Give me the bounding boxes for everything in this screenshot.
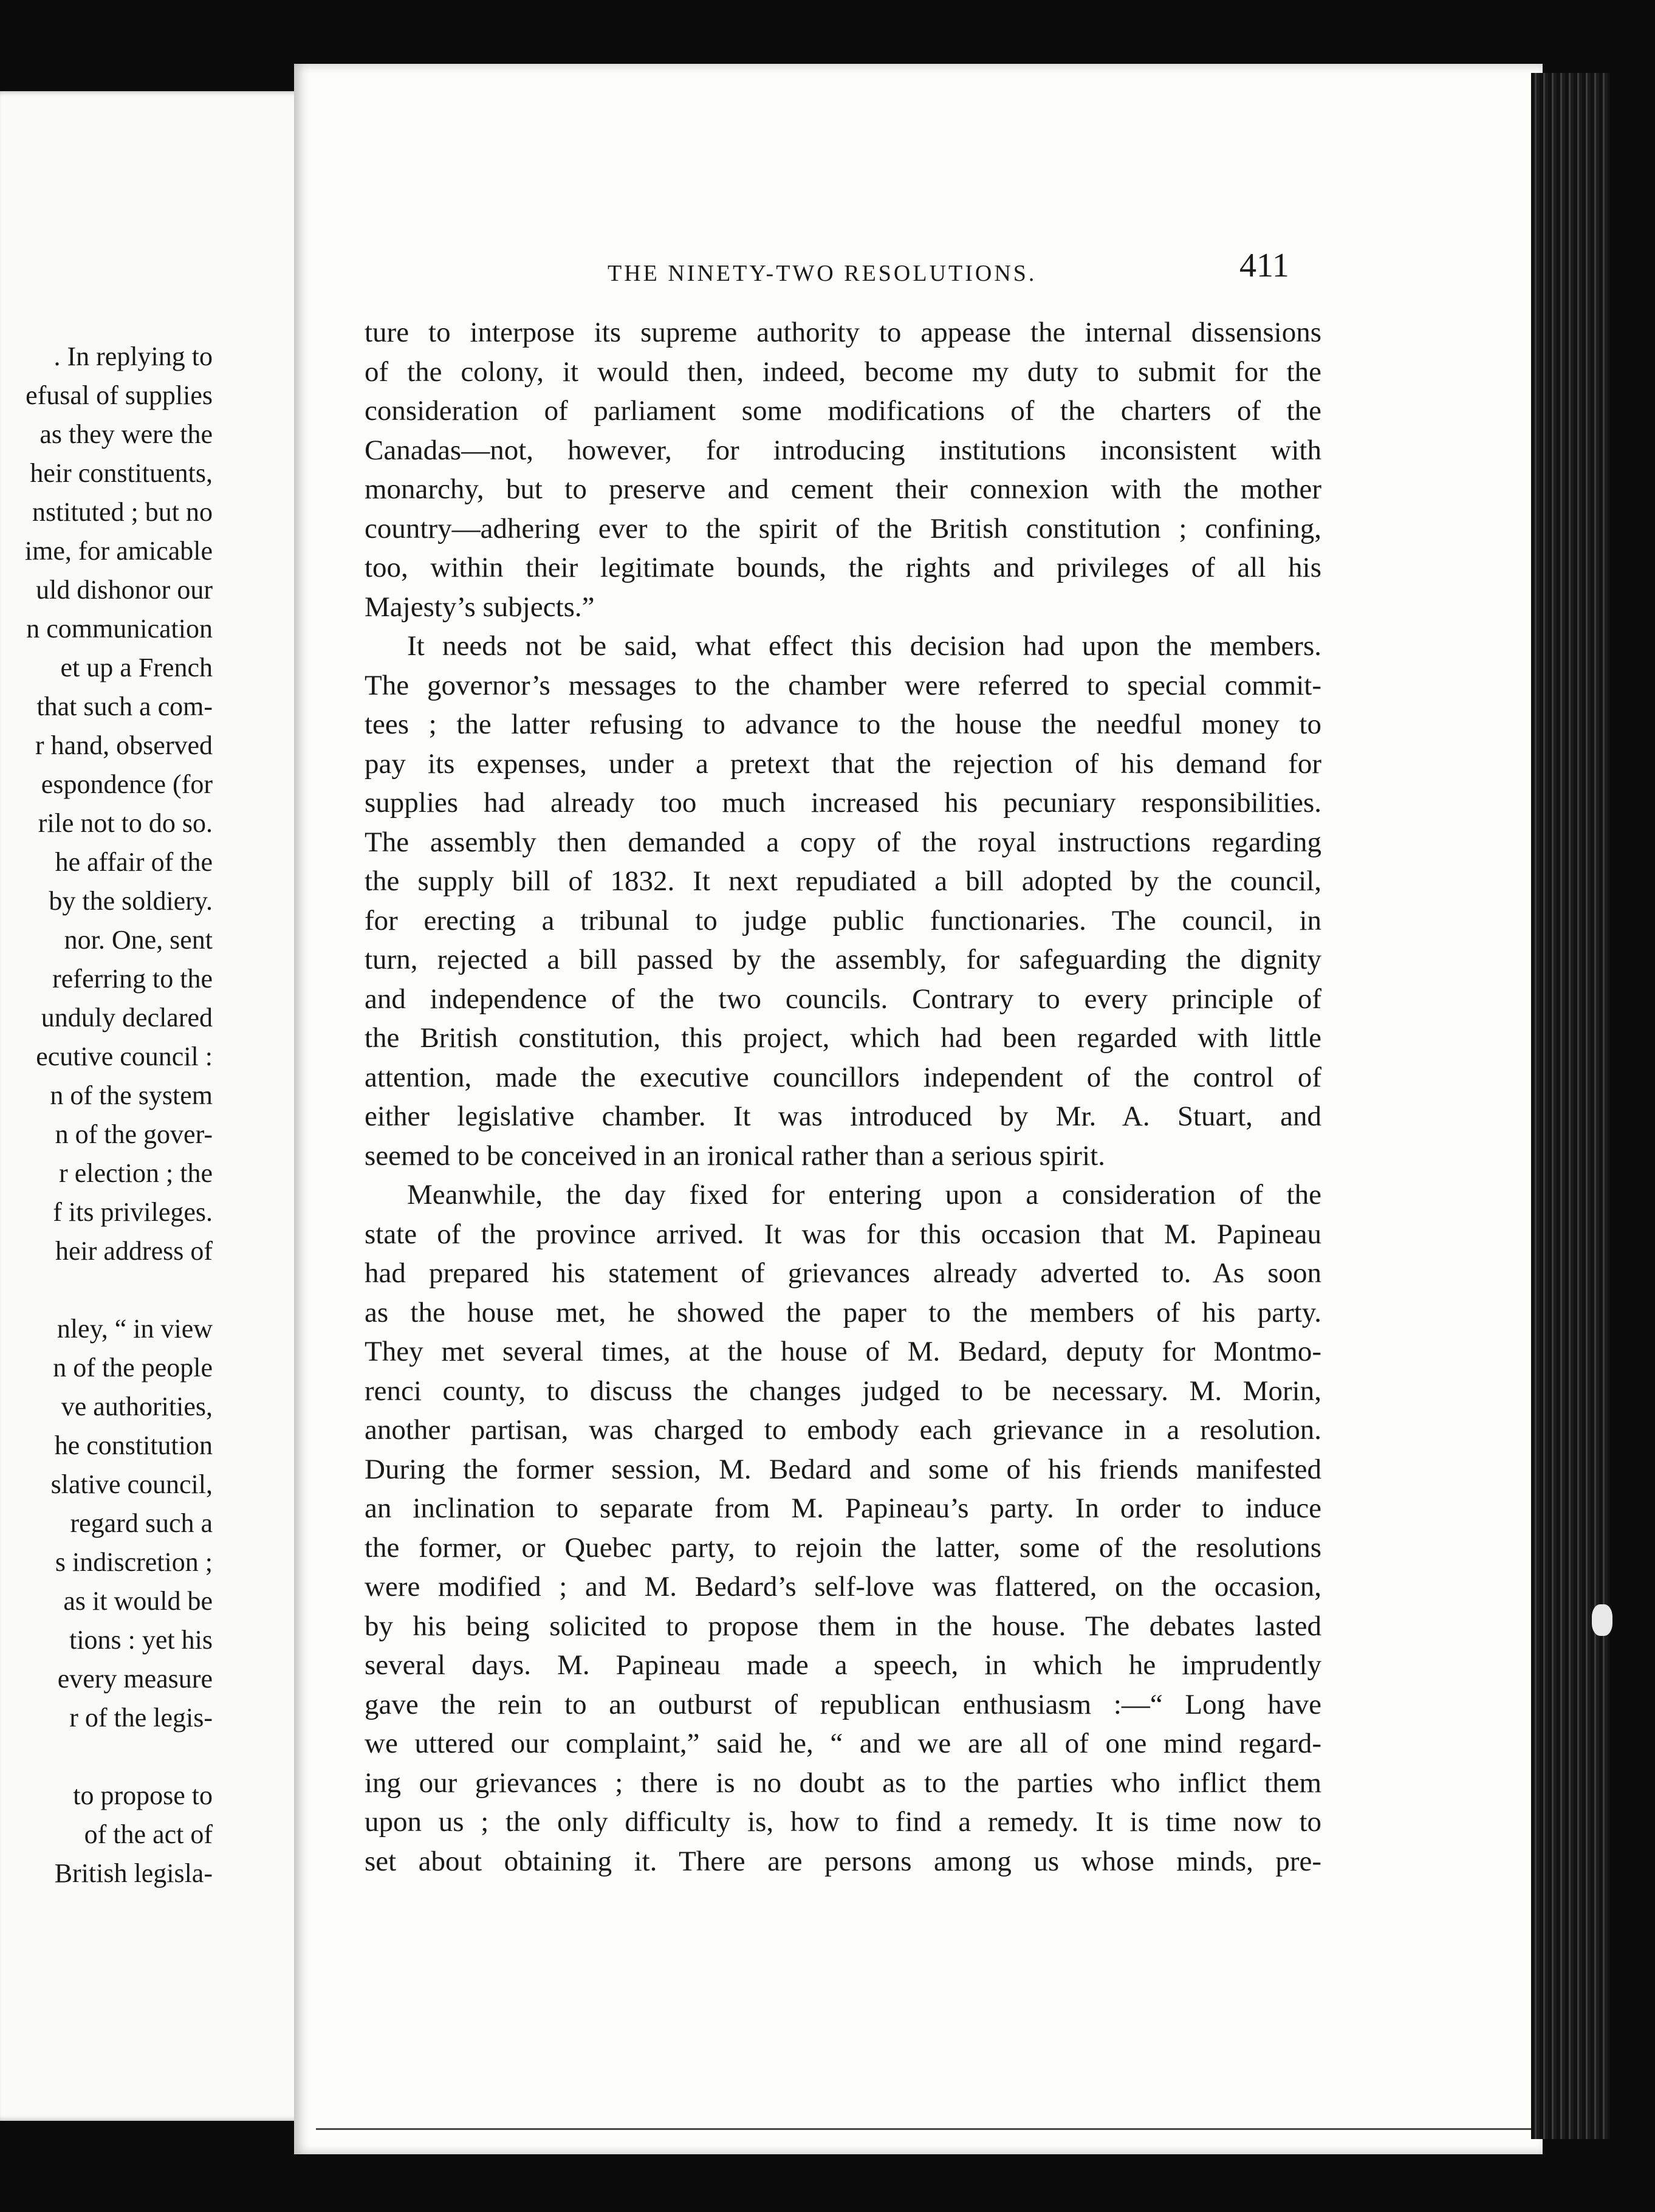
body-text (365, 313, 1321, 1881)
text-line: upon us ; the only difficulty is, how to find a remedy. It is time now to (365, 1806, 1321, 1838)
text-line: seemed to be conceived in an ironical rather than a serious spirit. (365, 1139, 1105, 1172)
left-page-line: he constitution (54, 1431, 213, 1460)
left-page-line: slative council, (50, 1469, 213, 1499)
page-edges (1531, 73, 1610, 2139)
left-page-line: by the soldiery. (49, 886, 213, 916)
left-page-line: n of the people (53, 1353, 213, 1382)
text-line: had prepared his statement of grievances already adverted to. As soon (365, 1257, 1321, 1289)
left-page-line: ecutive council : (36, 1042, 213, 1071)
text-line: ing our grievances ; there is no doubt as to the parties who inflict them (365, 1767, 1321, 1799)
text-line: the British constitution, this project, which had been regarded with little (365, 1022, 1321, 1054)
left-page-line: uld dishonor our (36, 575, 213, 605)
text-line: either legislative chamber. It was introduced by Mr. A. Stuart, and (365, 1101, 1321, 1132)
left-page-line: rile not to do so. (38, 808, 213, 838)
left-page-text (25, 337, 213, 1893)
left-page-line: . In replying to (53, 342, 213, 371)
left-page-line: heir address of (55, 1236, 213, 1266)
left-page-line: s indiscretion ; (55, 1547, 213, 1577)
left-page-line: n of the gover- (55, 1119, 213, 1149)
left-page-line: r of the legis- (69, 1703, 213, 1733)
paragraph-gap (25, 1737, 213, 1776)
left-page-line: n of the system (50, 1080, 213, 1110)
text-line: The governor’s messages to the chamber were referred to special commit- (365, 669, 1321, 701)
left-page-line: unduly declared (41, 1003, 213, 1032)
text-line: attention, made the executive councillors independent of the control of (365, 1061, 1321, 1093)
text-line: were modified ; and M. Bedard’s self-love was flattered, on the occasion, (365, 1571, 1321, 1602)
text-line: state of the province arrived. It was for this occasion that M. Papineau (365, 1218, 1321, 1250)
text-line: country—adhering ever to the spirit of the British constitution ; confining, (365, 512, 1321, 544)
text-line: The assembly then demanded a copy of the royal instructions regarding (365, 826, 1321, 858)
text-line: During the former session, M. Bedard and some of his friends manifested (365, 1453, 1321, 1485)
binding-mark (1592, 1604, 1612, 1636)
left-page-line: every measure (57, 1664, 213, 1694)
left-page-line: as they were the (39, 419, 213, 449)
text-line: the former, or Quebec party, to rejoin the latter, some of the resolutions (365, 1531, 1321, 1564)
left-page-line: et up a French (60, 653, 213, 682)
left-page-line: to propose to (73, 1781, 213, 1810)
text-line: tees ; the latter refusing to advance to the house the needful money to (365, 709, 1321, 740)
text-line: of the colony, it would then, indeed, become my duty to submit for the (365, 355, 1321, 388)
text-line: supplies had already too much increased his pecuniary responsibilities. (365, 787, 1321, 819)
text-line: They met several times, at the house of M. Bedard, deputy for Montmo- (365, 1336, 1321, 1367)
left-page-line: f its privileges. (53, 1197, 213, 1227)
text-line: by his being solicited to propose them in the house. The debates lasted (365, 1610, 1321, 1642)
text-line: ture to interpose its supreme authority to appease the internal dissensions (365, 317, 1321, 348)
text-line: the supply bill of 1832. It next repudiated a bill adopted by the council, (365, 865, 1321, 897)
text-line: as the house met, he showed the paper to the members of his party. (365, 1296, 1321, 1328)
left-page-line: nstituted ; but no (32, 497, 213, 527)
left-page-line: he affair of the (55, 847, 213, 877)
left-page-line: espondence (for (41, 769, 213, 799)
text-line: we uttered our complaint,” said he, “ and we are all of one mind regard- (365, 1728, 1321, 1759)
text-line: and independence of the two councils. Contrary to every principle of (365, 983, 1321, 1015)
left-page-line: n communication (26, 614, 213, 644)
left-page-line: nley, “ in view (57, 1314, 213, 1344)
left-page-line: r election ; the (59, 1158, 213, 1188)
text-line: gave the rein to an outburst of republican enthusiasm :—“ Long have (365, 1688, 1321, 1720)
left-page-line: heir constituents, (30, 458, 213, 488)
left-page-line: of the act of (84, 1819, 213, 1849)
text-line: too, within their legitimate bounds, the rights and privileges of all his (365, 552, 1321, 583)
left-page-line: British legisla- (54, 1858, 213, 1888)
left-page-line: regard such a (70, 1508, 213, 1538)
left-page-line: r hand, observed (35, 730, 213, 760)
left-page-line: that such a com- (36, 692, 213, 721)
left-page-line: tions : yet his (69, 1625, 213, 1655)
left-page-line: nor. One, sent (64, 925, 213, 955)
bottom-edge-line (316, 2128, 1531, 2130)
text-line: several days. M. Papineau made a speech, in which he imprudently (365, 1649, 1321, 1681)
text-line: for erecting a tribunal to judge public functionaries. The council, in (365, 904, 1321, 936)
text-line: monarchy, but to preserve and cement their connexion with the mother (365, 473, 1321, 505)
text-line: consideration of parliament some modifications of the charters of the (365, 395, 1321, 427)
page-number: 411 (1239, 247, 1289, 284)
left-page-line: ve authorities, (61, 1392, 213, 1421)
text-line: pay its expenses, under a pretext that the rejection of his demand for (365, 747, 1321, 780)
paragraph-gap (25, 1271, 213, 1310)
paragraph-first-line: Meanwhile, the day fixed for entering upon a consideration of the (407, 1179, 1321, 1211)
text-line: another partisan, was charged to embody each grievance in a resolution. (365, 1414, 1321, 1446)
text-line: set about obtaining it. There are persons among us whose minds, pre- (365, 1845, 1321, 1877)
running-title: THE NINETY-TWO RESOLUTIONS. (608, 261, 1037, 286)
text-line: renci county, to discuss the changes judged to be necessary. M. Morin, (365, 1375, 1321, 1407)
text-line: Majesty’s subjects.” (365, 591, 595, 623)
text-line: Canadas—not, however, for introducing institutions inconsistent with (365, 434, 1321, 466)
left-page-line: efusal of supplies (26, 380, 213, 410)
left-page-line: ime, for amicable (24, 536, 213, 566)
paragraph-first-line: It needs not be said, what effect this decision had upon the members. (407, 630, 1321, 662)
left-page (0, 91, 304, 2121)
text-line: turn, rejected a bill passed by the assembly, for safeguarding the dignity (365, 944, 1321, 975)
text-line: an inclination to separate from M. Papineau’s party. In order to induce (365, 1492, 1321, 1524)
left-page-line: as it would be (63, 1586, 213, 1616)
left-page-line: referring to the (52, 964, 213, 994)
